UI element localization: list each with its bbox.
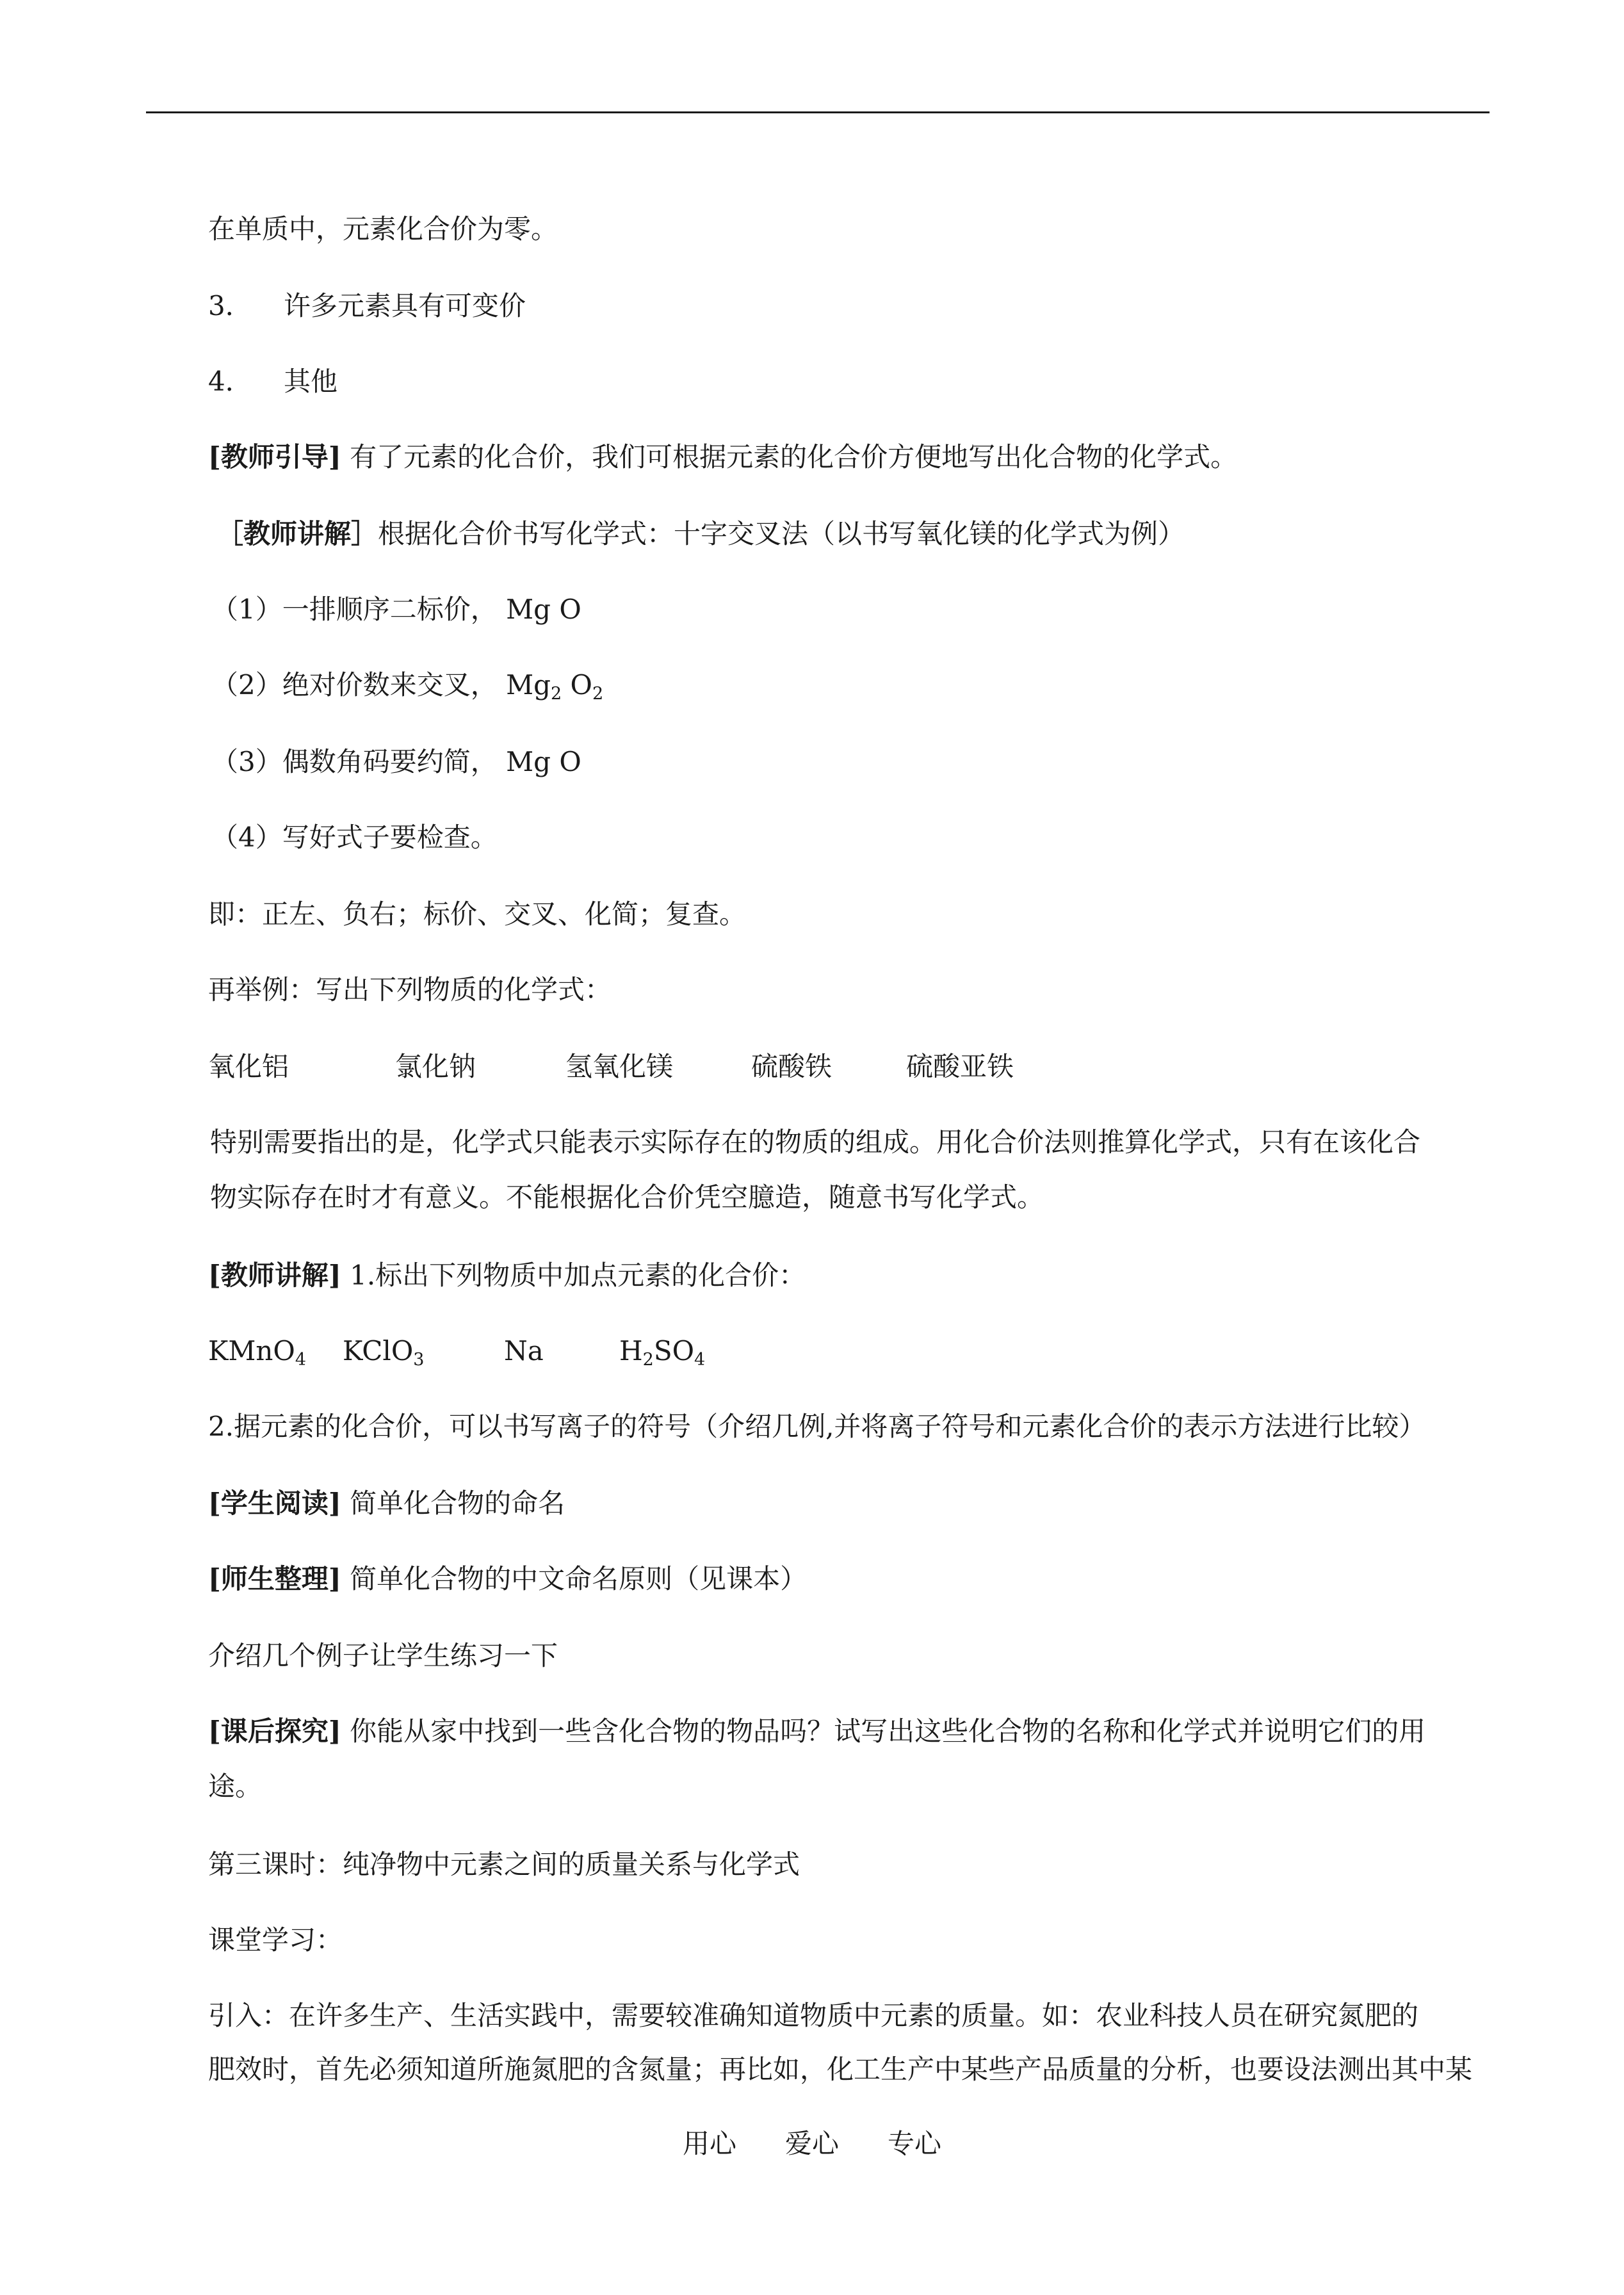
text-line: 即：正左、负右；标价、交叉、化简；复查。 xyxy=(208,898,747,930)
list-text: 其他 xyxy=(284,366,338,397)
list-number: 3． xyxy=(208,290,252,321)
section-tag: [学生阅读] xyxy=(208,1488,341,1519)
text-line: 在单质中，元素化合价为零。 xyxy=(208,213,558,245)
example-item: 氧化铝 xyxy=(208,1051,289,1082)
step-line-4: （4）写好式子要检查。 xyxy=(211,822,498,853)
line-text: 简单化合物的命名 xyxy=(350,1488,565,1519)
teacher-student-line xyxy=(208,1560,807,1598)
line-text: 你能从家中找到一些含化合物的物品吗？试写出这些化合物的名称和化学式并说明它们的用 xyxy=(350,1715,1426,1747)
subscript: 2 xyxy=(550,684,562,704)
section-tag: [师生整理] xyxy=(208,1563,341,1594)
section-tag: ［教师讲解］ xyxy=(216,518,378,549)
footer-word: 用心 xyxy=(682,2128,736,2159)
text-line: 途。 xyxy=(208,1771,263,1802)
examples-row xyxy=(208,1048,1014,1086)
lesson-heading: 第三课时：纯净物中元素之间的质量关系与化学式 xyxy=(208,1849,800,1880)
list-number: 4． xyxy=(208,366,252,397)
example-item: 硫酸亚铁 xyxy=(906,1051,1014,1082)
line-text: 有了元素的化合价，我们可根据元素的化合价方便地写出化合物的化学式。 xyxy=(350,441,1238,473)
line-text: 简单化合物的中文命名原则（见课本） xyxy=(350,1563,808,1594)
list-text: 许多元素具有可变价 xyxy=(284,290,526,321)
section-tag: [教师讲解] xyxy=(208,1260,341,1291)
formula-h2so4: $H_2SO_4$ xyxy=(619,1335,706,1370)
paragraph-line: 引入：在许多生产、生活实践中，需要较准确知道物质中元素的质量。如：农业科技人员在研究氮肥的 xyxy=(208,2000,1419,2031)
example-item: 氯化钠 xyxy=(395,1051,476,1082)
step-line-2 xyxy=(211,666,603,704)
footer-word: 专心 xyxy=(888,2128,942,2159)
list-item-3 xyxy=(208,287,526,325)
student-reading-line xyxy=(208,1484,565,1523)
formula-part: O xyxy=(562,669,592,701)
teacher-explain-line xyxy=(216,515,1185,553)
page-footer xyxy=(0,2125,1624,2163)
header-rule xyxy=(146,111,1490,113)
section-tag: [教师引导] xyxy=(208,441,341,473)
teacher-guide-line xyxy=(208,438,1237,476)
footer-word: 爱心 xyxy=(784,2128,839,2159)
line-text: 1.标出下列物质中加点元素的化合价： xyxy=(350,1260,806,1291)
formula-na: Na xyxy=(504,1335,544,1366)
list-item-4 xyxy=(208,362,337,401)
step-line-1: （1）一排顺序二标价， Mg O xyxy=(211,594,581,625)
paragraph-line: 物实际存在时才有意义。不能根据化合价凭空臆造，随意书写化学式。 xyxy=(210,1181,1044,1213)
paragraph-line: 肥效时，首先必须知道所施氮肥的含氮量；再比如，化工生产中某些产品质量的分析，也要设法测出其中某 xyxy=(208,2054,1473,2085)
text-line: 介绍几个例子让学生练习一下 xyxy=(208,1640,558,1671)
formula-kmno4: KMnO$_4$ xyxy=(208,1335,307,1370)
line-text: 根据化合价书写化学式：十字交叉法（以书写氧化镁的化学式为例） xyxy=(378,518,1185,549)
example-item: 氢氧化镁 xyxy=(565,1051,674,1082)
text-line: 课堂学习： xyxy=(208,1924,343,1956)
after-class-line xyxy=(208,1712,1425,1751)
formula-kclo3: KClO$_3$ xyxy=(343,1335,425,1370)
subscript: 2 xyxy=(592,684,604,704)
example-item: 硫酸铁 xyxy=(751,1051,832,1082)
formula-row xyxy=(208,1332,705,1370)
paragraph-line: 特别需要指出的是，化学式只能表示实际存在的物质的组成。用化合价法则推算化学式，只有在该化合 xyxy=(210,1126,1421,1158)
text-line: 2.据元素的化合价，可以书写离子的符号（介绍几例,并将离子符号和元素化合价的表示方法进行比较） xyxy=(208,1411,1426,1442)
text-line: 再举例：写出下列物质的化学式： xyxy=(208,974,612,1005)
section-tag: [课后探究] xyxy=(208,1715,341,1747)
step-line-3: （3）偶数角码要约简， Mg O xyxy=(211,746,581,777)
teacher-explain-line xyxy=(208,1256,806,1295)
formula-part: （2）绝对价数来交叉， Mg xyxy=(211,669,551,701)
